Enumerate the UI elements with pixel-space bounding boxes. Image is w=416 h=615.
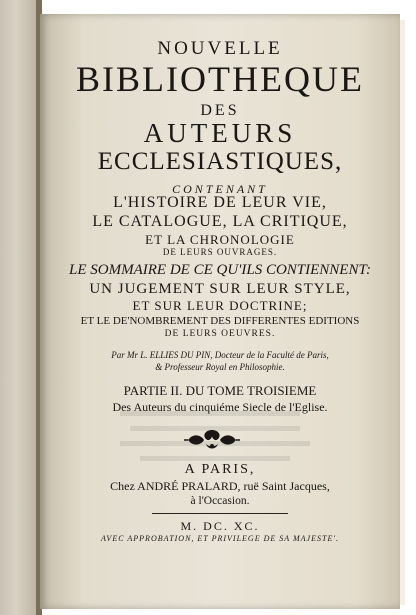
- title-nouvelle: NOUVELLE: [157, 38, 283, 59]
- title-page: [40, 14, 400, 609]
- publisher-line: Chez ANDRÉ PRALARD, ruë Saint Jacques,: [110, 479, 330, 493]
- author-line: Par Mr L. ELLIES DU PIN, Docteur de la Faculté de Paris,: [111, 350, 329, 360]
- title-bibliotheque: BIBLIOTHEQUE: [76, 59, 364, 99]
- jugement-line: UN JUGEMENT SUR LEUR STYLE,: [89, 281, 351, 297]
- contenant: CONTENANT: [172, 182, 268, 196]
- title-des: DES: [200, 102, 240, 119]
- publisher-sign-line: à l'Occasion.: [190, 495, 250, 507]
- oeuvres-line: DE LEURS OEUVRES.: [164, 329, 276, 339]
- editions-line: ET LE DE'NOMBREMENT DES DIFFERENTES EDITIONS: [80, 315, 360, 327]
- fleuron-ornament-icon: [182, 426, 242, 454]
- catalogue-line: LE CATALOGUE, LA CRITIQUE,: [92, 213, 348, 230]
- author-title-line: & Professeur Royal en Philosophie.: [155, 362, 285, 372]
- part-heading: PARTIE II. DU TOME TROISIEME: [123, 383, 317, 398]
- city-line: A PARIS,: [184, 462, 256, 477]
- privilege-line: AVEC APPROBATION, ET PRIVILEGE DE SA MAJESTE'.: [100, 534, 340, 543]
- ouvrages-line: DE LEURS OUVRAGES.: [162, 247, 278, 257]
- doctrine-line: ET SUR LEUR DOCTRINE;: [132, 298, 308, 313]
- year-line: M. DC. XC.: [180, 519, 260, 533]
- part-subheading: Des Auteurs du cinquiéme Siecle de l'Eglise.: [112, 400, 328, 414]
- title-ecclesiastiques: ECCLESIASTIQUES,: [97, 148, 343, 175]
- book-cover: [0, 0, 40, 615]
- chronologie-line: ET LA CHRONOLOGIE: [145, 232, 295, 247]
- title-auteurs: AUTEURS: [143, 118, 297, 148]
- divider-rule: [152, 513, 288, 514]
- histoire-line: L'HISTOIRE DE LEUR VIE,: [113, 194, 327, 211]
- sommaire-line: LE SOMMAIRE DE CE QU'ILS CONTIENNENT:: [69, 262, 371, 278]
